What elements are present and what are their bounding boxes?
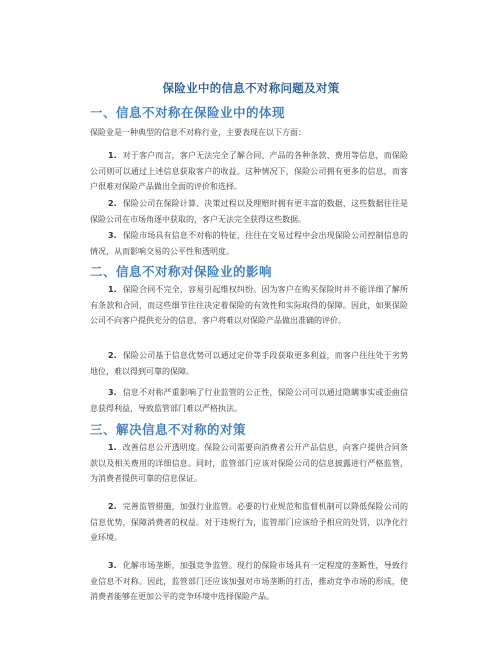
item-number: 2.	[108, 351, 117, 360]
document-title: 保险业中的信息不对称问题及对策	[162, 81, 340, 95]
item-text: 信息不对称严重影响了行业监管的公正性，保险公司可以通过隐瞒事实或歪曲信息获得利益，导致监管部门难以严格执法。	[90, 388, 408, 413]
section-2-item-2	[90, 348, 408, 379]
section-heading-2: 二、信息不对称对保险业的影响	[90, 264, 273, 279]
section-heading-1: 一、信息不对称在保险业中的体现	[90, 105, 286, 120]
item-text: 保险合同不完全，容易引起维权纠纷。因为客户在购买保险时并不能详细了解所有条款和合同，而这些细节往往决定着保险的有效性和实际取得的保障。因此，如果保险公司不向客户提供充分的信息，客户将难以对保险产品做出准确的评价。	[90, 285, 408, 325]
item-text: 保险市场具有信息不对称的特征，往往在交易过程中会出现保险公司控制信息的情况，从而影响交易的公平性和透明度。	[90, 231, 408, 256]
item-number: 2.	[108, 502, 117, 511]
item-text: 改善信息公开透明度。保险公司需要向消费者公开产品信息，向客户提供合同条款以及相关费用的详细信息。同时，监管部门应该对保险公司的信息披露进行严格监管，为消费者提供可靠的信息保证。	[90, 443, 408, 483]
item-number: 3.	[108, 561, 117, 570]
section-1-item-2	[90, 196, 408, 227]
item-number: 1.	[108, 151, 117, 160]
section-1-intro: 保险业是一种典型的信息不对称行业，主要表现在以下方面：	[90, 128, 306, 137]
section-1-item-1	[90, 148, 408, 195]
item-text: 化解市场垄断，加强竞争监管。现行的保险市场具有一定程度的垄断性，导致行业信息不对称。因此，监管部门还应该加强对市场垄断的打击，推动竞争市场的形成，使消费者能够在更加公平的竞争环境中选择保险产品。	[90, 561, 408, 601]
item-number: 3.	[108, 388, 117, 397]
item-number: 2.	[108, 199, 117, 208]
item-text: 保险公司基于信息优势可以通过定价等手段获取更多利益，而客户往往处于劣势地位，难以得到可靠的保障。	[90, 351, 408, 376]
item-number: 1.	[108, 285, 117, 294]
section-3-item-3	[90, 558, 408, 605]
section-3-item-1	[90, 440, 408, 487]
item-text: 对于客户而言，客户无法完全了解合同、产品的各种条款、费用等信息，而保险公司则可以通过上述信息获取客户的收益。这种情况下，保险公司拥有更多的信息，而客户很难对保险产品做出全面的评价和选择。	[90, 151, 408, 191]
item-number: 1.	[108, 443, 117, 452]
section-3-item-2	[90, 499, 408, 546]
section-heading-3: 三、解决信息不对称的对策	[90, 422, 247, 437]
section-1-item-3	[90, 228, 408, 259]
item-text: 保险公司在保险计算、决策过程以及理赔时拥有更丰富的数据，这些数据往往是保险公司在市场角逐中获取的，客户无法完全获得这些数据。	[90, 199, 408, 224]
item-text: 完善监管措施，加强行业监管。必要的行业规范和监督机制可以降低保险公司的信息优势，保障消费者的权益。对于违规行为，监管部门应该给予相应的处罚，以净化行业环境。	[90, 502, 408, 542]
section-2-item-1	[90, 282, 408, 329]
item-number: 3.	[108, 231, 117, 240]
section-2-item-3	[90, 385, 408, 416]
